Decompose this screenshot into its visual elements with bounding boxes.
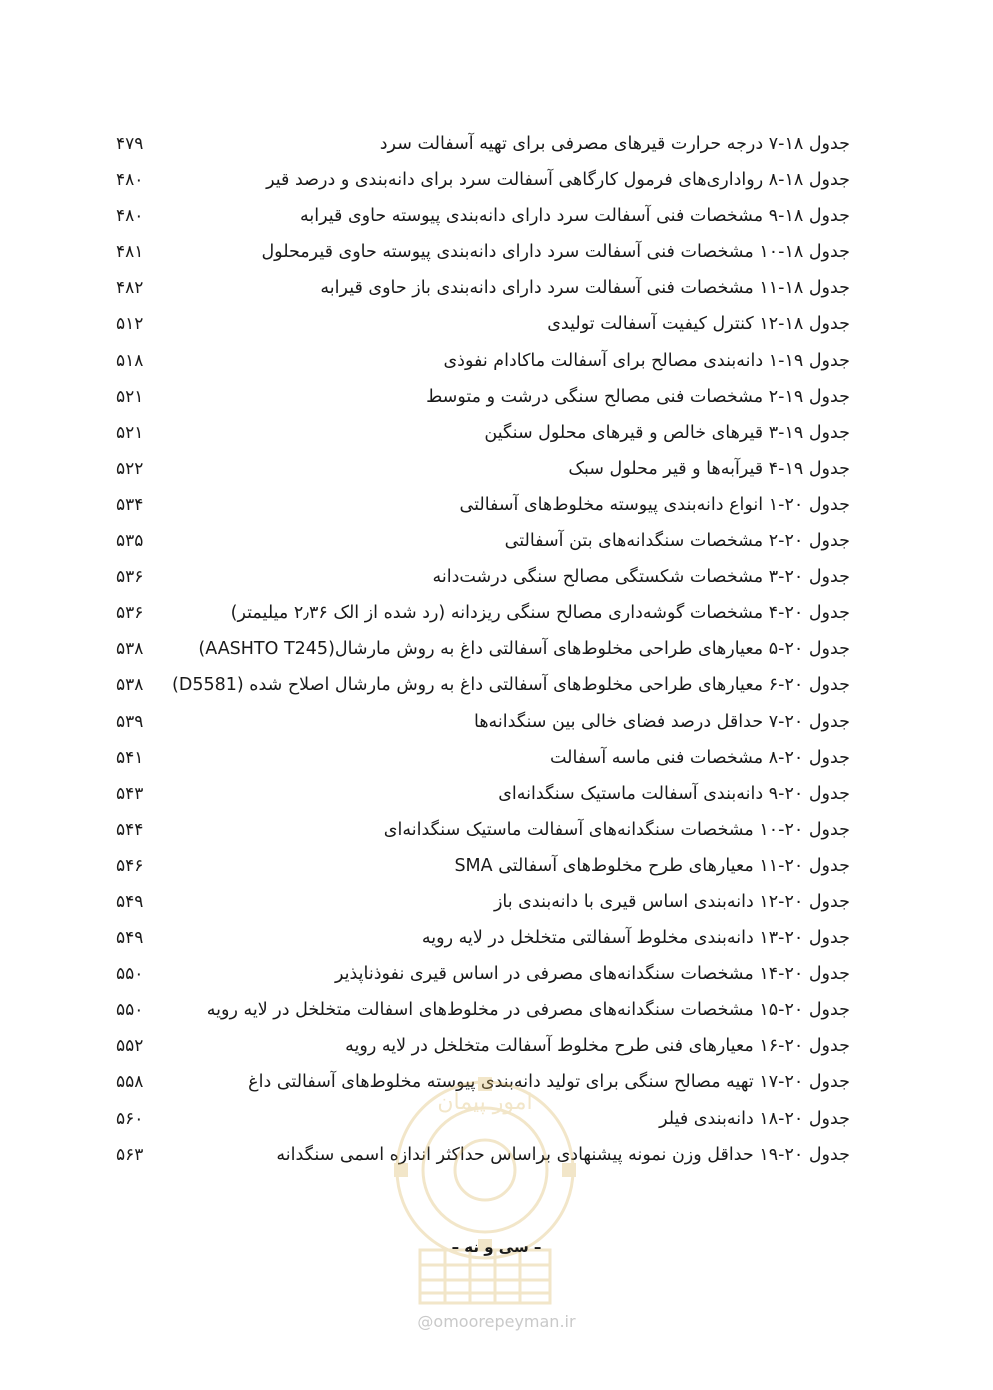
toc-entry-title: جدول ۲۰-۳ مشخصات شکستگی مصالح سنگی درشت‌دانه	[432, 567, 850, 588]
toc-entry-title: جدول ۱۹-۴ قیرآبه‌ها و قیر محلول سبک	[568, 458, 850, 479]
toc-entry-page-number: ۵۵۸	[116, 1072, 144, 1093]
toc-entry-page-number: ۵۵۰	[116, 964, 144, 985]
toc-entry-page-number: ۵۴۴	[116, 819, 144, 840]
toc-entry-title: جدول ۱۸-۱۲ کنترل کیفیت آسفالت تولیدی	[547, 314, 850, 335]
toc-entry[interactable]	[100, 270, 860, 306]
toc-entry-title: جدول ۱۸-۸ رواداری‌های فرمول کارگاهی آسفالت سرد برای دانه‌بندی و درصد قیر	[266, 170, 850, 191]
toc-entry[interactable]	[100, 631, 860, 667]
toc-entry-page-number: ۵۲۱	[116, 422, 144, 443]
toc-entry-page-number: ۵۵۲	[116, 1036, 144, 1057]
toc-entry[interactable]	[100, 992, 860, 1028]
toc-entry-page-number: ۵۳۹	[116, 711, 144, 732]
toc-entry-page-number: ۵۶۰	[116, 1108, 144, 1129]
toc-entry-page-number: ۵۱۲	[116, 314, 144, 335]
toc-entry-title: جدول ۲۰-۹ دانه‌بندی آسفالت ماستیک سنگدانه‌ای	[498, 783, 850, 804]
toc-entry-page-number: ۵۴۶	[116, 855, 144, 876]
toc-entry[interactable]	[100, 343, 860, 379]
toc-entry-title: جدول ۲۰-۱۸ دانه‌بندی فیلر	[659, 1108, 850, 1129]
toc-entry-page-number: ۵۲۲	[116, 458, 144, 479]
toc-entry-title: جدول ۲۰-۸ مشخصات فنی ماسه آسفالت	[549, 747, 850, 768]
toc-entry-page-number: ۵۴۳	[116, 783, 144, 804]
toc-entry-page-number: ۵۱۸	[116, 350, 144, 371]
toc-entry[interactable]	[100, 306, 860, 342]
toc-entry[interactable]	[100, 956, 860, 992]
toc-entry-page-number: ۵۳۸	[116, 639, 144, 660]
toc-entry[interactable]	[100, 523, 860, 559]
toc-entry[interactable]	[100, 920, 860, 956]
toc-entry-page-number: ۵۵۰	[116, 1000, 144, 1021]
toc-entry[interactable]	[100, 812, 860, 848]
toc-entry-title: جدول ۲۰-۱۹ حداقل وزن نمونه پیشنهادی براساس حداکثر اندازه اسمی سنگدانه	[276, 1144, 850, 1165]
toc-entry[interactable]	[100, 451, 860, 487]
toc-entry-page-number: ۴۷۹	[116, 134, 144, 154]
toc-entry-page-number: ۵۳۶	[116, 603, 144, 624]
toc-entry[interactable]	[100, 126, 860, 162]
toc-entry[interactable]	[100, 704, 860, 740]
toc-entry-title: جدول ۲۰-۱۳ دانه‌بندی مخلوط آسفالتی متخلخل در لایه رویه	[421, 928, 850, 949]
toc-entry-page-number: ۵۴۱	[116, 747, 144, 768]
toc-entry-title: جدول ۲۰-۴ مشخصات گوشه‌داری مصالح سنگی ریزدانه (رد شده از الک ۲٫۳۶ میلیمتر)	[230, 603, 850, 624]
toc-entry-page-number: ۵۴۹	[116, 891, 144, 912]
toc-entry-title: جدول ۲۰-۱۲ دانه‌بندی اساس قیری با دانه‌بندی باز	[493, 891, 850, 912]
toc-entry[interactable]	[100, 559, 860, 595]
toc-entry[interactable]	[100, 234, 860, 270]
toc-entry-title: جدول ۲۰-۱۱ معیارهای طرح مخلوط‌های آسفالتی SMA	[454, 855, 850, 876]
toc-entry-title: جدول ۱۸-۷ درجه حرارت قیرهای مصرفی برای تهیه آسفالت سرد	[379, 134, 850, 154]
toc-entry[interactable]	[100, 595, 860, 631]
toc-entry-page-number: ۴۸۱	[116, 242, 144, 263]
toc-entry-title: جدول ۱۸-۱۰ مشخصات فنی آسفالت سرد دارای دانه‌بندی پیوسته حاوی قیرمحلول	[261, 242, 850, 263]
page-number-footer: – سی و نه –	[451, 1238, 542, 1256]
toc-entry[interactable]	[100, 776, 860, 812]
toc-entry[interactable]	[100, 198, 860, 234]
watermark-url: @omoorepeyman.ir	[417, 1312, 576, 1331]
toc-entry-title: جدول ۲۰-۷ حداقل درصد فضای خالی بین سنگدانه‌ها	[473, 711, 850, 732]
toc-entry-page-number: ۵۳۵	[116, 531, 144, 552]
toc-entry-page-number: ۴۸۰	[116, 206, 144, 227]
toc-entry-title: جدول ۲۰-۶ معیارهای طراحی مخلوط‌های آسفالتی داغ به روش مارشال اصلاح شده (D5581)	[172, 675, 850, 696]
toc-entry-title: جدول ۱۸-۱۱ مشخصات فنی آسفالت سرد دارای دانه‌بندی باز حاوی قیرابه	[320, 278, 850, 299]
toc-entry-title: جدول ۲۰-۱ انواع دانه‌بندی پیوسته مخلوط‌های آسفالتی	[459, 494, 850, 515]
toc-entry-title: جدول ۲۰-۱۵ مشخصات سنگدانه‌های مصرفی در مخلوط‌های اسفالت متخلخل در لایه رویه	[206, 1000, 850, 1021]
toc-entry-title: جدول ۲۰-۲ مشخصات سنگدانه‌های بتن آسفالتی	[504, 531, 850, 552]
toc-entry-page-number: ۵۳۴	[116, 494, 144, 515]
toc-entry[interactable]	[100, 848, 860, 884]
toc-entry-title: جدول ۲۰-۱۰ مشخصات سنگدانه‌های آسفالت ماستیک سنگدانه‌ای	[383, 819, 850, 840]
toc-entry-title: جدول ۲۰-۱۶ معیارهای فنی طرح مخلوط آسفالت متخلخل در لایه رویه	[345, 1036, 850, 1057]
toc-entry-title: جدول ۲۰-۱۴ مشخصات سنگدانه‌های مصرفی در اساس قیری نفوذناپذیر	[334, 964, 850, 985]
toc-entry-title: جدول ۱۹-۱ دانه‌بندی مصالح برای آسفالت ماکادام نفوذی	[443, 350, 850, 371]
watermark-logo	[380, 1065, 590, 1310]
toc-entry[interactable]	[100, 162, 860, 198]
watermark-logo-text: امور پیمان	[437, 1090, 533, 1115]
toc-entry-page-number: ۵۴۹	[116, 928, 144, 949]
toc-entry[interactable]	[100, 1028, 860, 1064]
table-of-contents	[100, 126, 860, 1173]
toc-entry[interactable]	[100, 415, 860, 451]
toc-entry-page-number: ۴۸۲	[116, 278, 144, 299]
toc-entry-title: جدول ۱۹-۲ مشخصات فنی مصالح سنگی درشت و متوسط	[426, 386, 850, 407]
toc-entry[interactable]	[100, 379, 860, 415]
toc-entry-title: جدول ۲۰-۵ معیارهای طراحی مخلوط‌های آسفالتی داغ به روش مارشال(AASHTO T245)	[198, 639, 850, 660]
toc-entry-page-number: ۵۶۳	[116, 1144, 144, 1165]
toc-entry-title: جدول ۲۰-۱۷ تهیه مصالح سنگی برای تولید دانه‌بندی پیوسته مخلوط‌های آسفالتی داغ	[248, 1072, 850, 1093]
toc-entry-title: جدول ۱۹-۳ قیرهای خالص و قیرهای محلول سنگین	[484, 422, 850, 443]
toc-entry[interactable]	[100, 667, 860, 703]
toc-entry-page-number: ۵۳۶	[116, 567, 144, 588]
toc-entry-page-number: ۵۳۸	[116, 675, 144, 696]
toc-entry-title: جدول ۱۸-۹ مشخصات فنی آسفالت سرد دارای دانه‌بندی پیوسته حاوی قیرابه	[299, 206, 850, 227]
toc-entry-page-number: ۵۲۱	[116, 386, 144, 407]
toc-entry[interactable]	[100, 740, 860, 776]
toc-entry[interactable]	[100, 884, 860, 920]
toc-entry[interactable]	[100, 487, 860, 523]
toc-entry-page-number: ۴۸۰	[116, 170, 144, 191]
